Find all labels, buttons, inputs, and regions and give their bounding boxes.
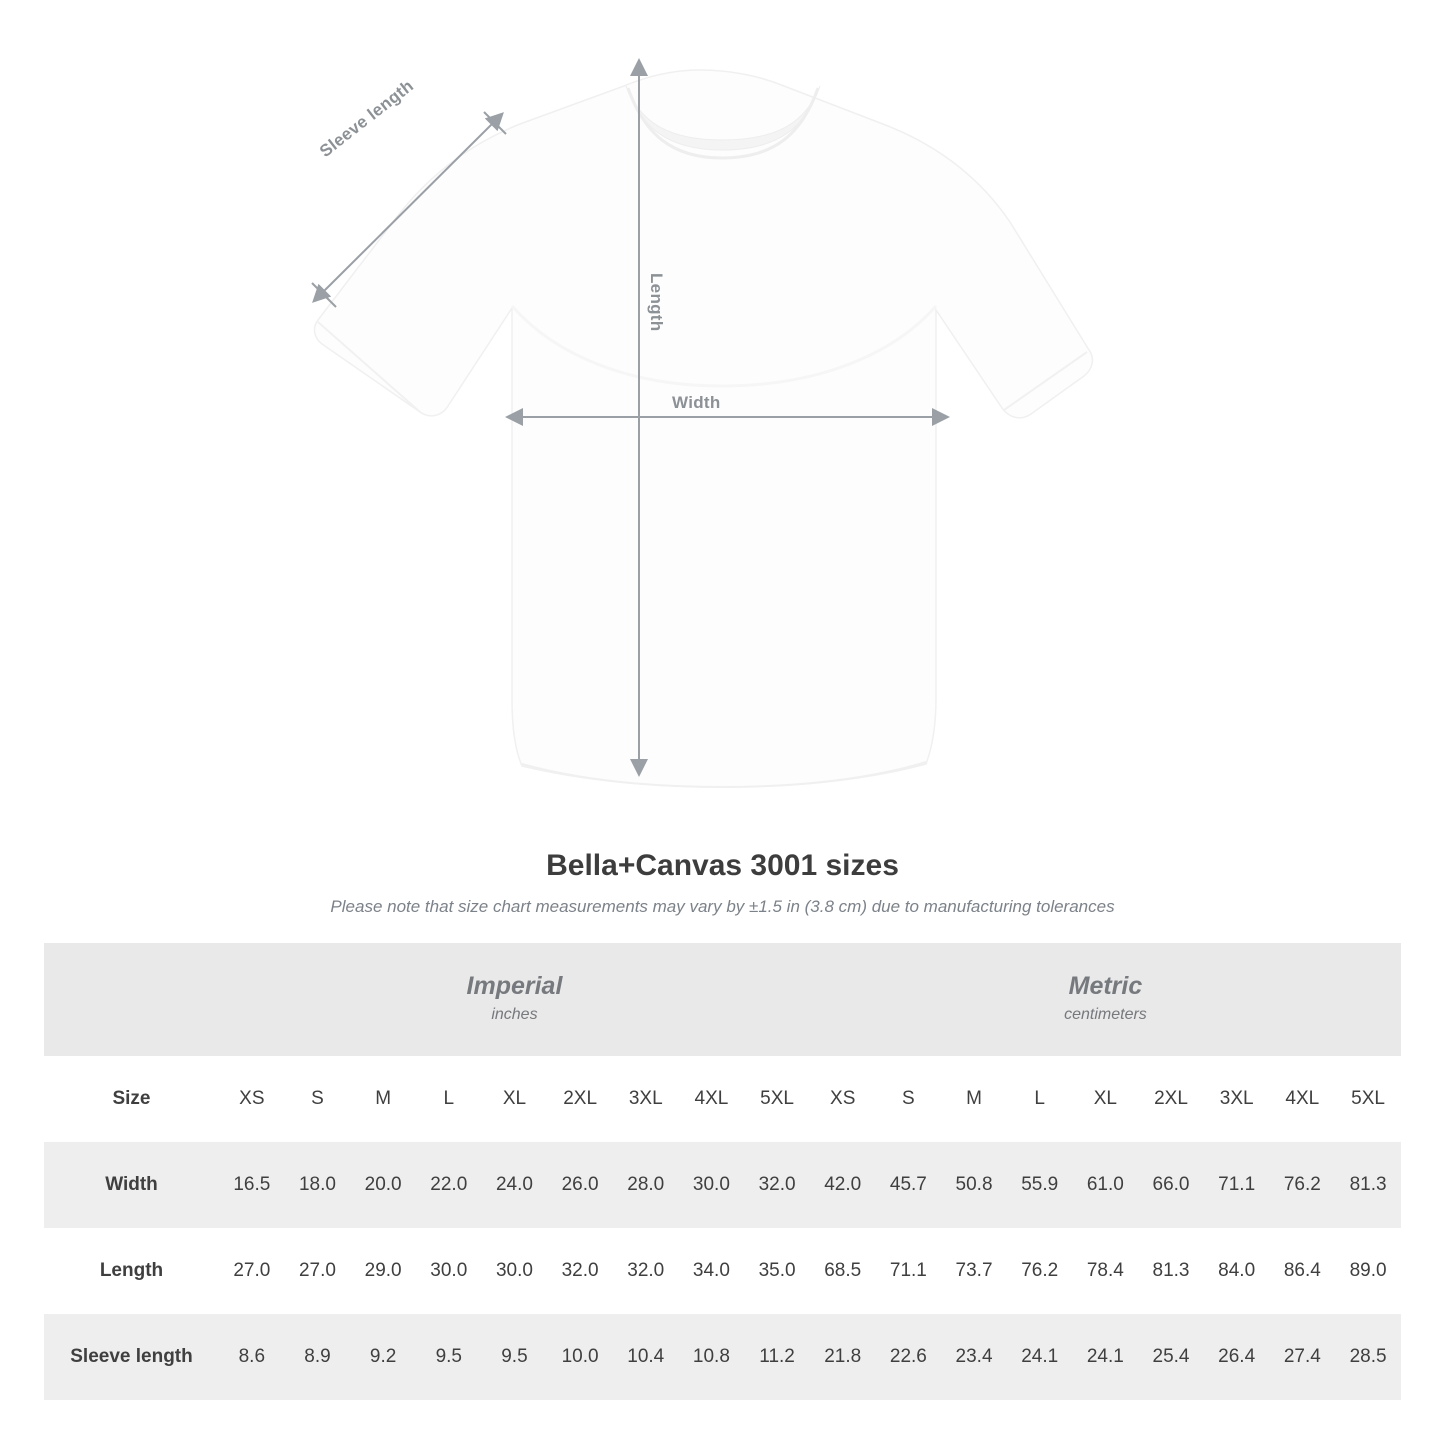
header-size-label: Size — [44, 1056, 219, 1142]
size-table-body — [44, 943, 1401, 1400]
table-cell: 26.0 — [547, 1142, 613, 1228]
column-header: 5XL — [744, 1056, 810, 1142]
column-header: XL — [1073, 1056, 1139, 1142]
length-label: Length — [647, 273, 666, 332]
unit-group-metric — [810, 943, 1401, 1056]
table-cell: 8.6 — [219, 1314, 285, 1400]
unit-group-imperial-sub: inches — [491, 1006, 538, 1024]
table-row — [44, 1314, 1401, 1400]
column-header: M — [350, 1056, 416, 1142]
table-cell: 86.4 — [1283, 1260, 1321, 1281]
table-cell: 30.0 — [679, 1142, 745, 1228]
column-header: 4XL — [1270, 1056, 1336, 1142]
tshirt-shape — [315, 70, 1093, 787]
table-cell: 10.8 — [679, 1314, 745, 1400]
column-header: XS — [219, 1056, 285, 1142]
table-row — [44, 1228, 1401, 1314]
table-cell: 9.2 — [350, 1314, 416, 1400]
table-cell: 42.0 — [810, 1142, 876, 1228]
column-header: 3XL — [613, 1056, 679, 1142]
column-header: XS — [810, 1056, 876, 1142]
column-header: L — [1007, 1056, 1073, 1142]
unit-group-imperial — [219, 943, 810, 1056]
table-cell: 45.7 — [876, 1142, 942, 1228]
table-cell: 10.4 — [613, 1314, 679, 1400]
table-row — [44, 1142, 1401, 1228]
table-cell: 32.0 — [744, 1142, 810, 1228]
table-cell: 18.0 — [285, 1142, 351, 1228]
chart-heading — [0, 849, 1445, 917]
table-cell: 84.0 — [1218, 1260, 1256, 1281]
table-cell: 30.0 — [495, 1260, 533, 1281]
size-table — [44, 943, 1401, 1400]
table-cell: 35.0 — [758, 1260, 796, 1281]
column-header: 3XL — [1204, 1056, 1270, 1142]
sleeve-length-label: Sleeve length — [316, 76, 418, 161]
table-cell: 21.8 — [810, 1314, 876, 1400]
table-cell: 9.5 — [416, 1314, 482, 1400]
table-cell: 55.9 — [1007, 1142, 1073, 1228]
unit-group-metric-name: Metric — [1068, 972, 1143, 1001]
row-label: Width — [44, 1142, 219, 1228]
table-cell: 34.0 — [692, 1260, 730, 1281]
size-table-wrapper — [44, 943, 1401, 1400]
table-cell: 8.9 — [285, 1314, 351, 1400]
column-header: XL — [482, 1056, 548, 1142]
table-cell: 28.0 — [613, 1142, 679, 1228]
table-cell: 27.0 — [233, 1260, 271, 1281]
table-cell: 68.5 — [824, 1260, 862, 1281]
table-cell: 27.0 — [298, 1260, 336, 1281]
table-cell: 76.2 — [1270, 1142, 1336, 1228]
column-header: L — [416, 1056, 482, 1142]
table-cell: 25.4 — [1138, 1314, 1204, 1400]
table-cell: 24.1 — [1007, 1314, 1073, 1400]
table-cell: 50.8 — [941, 1142, 1007, 1228]
column-header: S — [876, 1056, 942, 1142]
table-cell: 27.4 — [1270, 1314, 1336, 1400]
page-title: Bella+Canvas 3001 sizes — [546, 849, 899, 882]
column-header: S — [285, 1056, 351, 1142]
unit-group-imperial-name: Imperial — [466, 972, 563, 1001]
table-cell: 22.6 — [876, 1314, 942, 1400]
table-cell: 9.5 — [482, 1314, 548, 1400]
table-cell: 11.2 — [744, 1314, 810, 1400]
tolerance-note: Please note that size chart measurements may vary by ±1.5 in (3.8 cm) due to manufacturing tolerances — [330, 897, 1115, 916]
row-label: Sleeve length — [44, 1314, 219, 1400]
table-cell: 23.4 — [941, 1314, 1007, 1400]
size-header-row — [44, 1056, 1401, 1142]
row-label: Length — [99, 1260, 164, 1281]
unit-spacer-cell — [44, 943, 219, 1056]
table-cell: 30.0 — [430, 1260, 468, 1281]
column-header: 2XL — [547, 1056, 613, 1142]
table-cell: 22.0 — [416, 1142, 482, 1228]
table-cell: 32.0 — [561, 1260, 599, 1281]
table-cell: 26.4 — [1204, 1314, 1270, 1400]
table-cell: 20.0 — [350, 1142, 416, 1228]
table-cell: 71.1 — [1204, 1142, 1270, 1228]
table-cell: 76.2 — [1021, 1260, 1059, 1281]
column-header: 5XL — [1335, 1056, 1401, 1142]
table-cell: 28.5 — [1335, 1314, 1401, 1400]
table-cell: 89.0 — [1349, 1260, 1387, 1281]
table-cell: 29.0 — [364, 1260, 402, 1281]
table-cell: 16.5 — [219, 1142, 285, 1228]
table-cell: 24.0 — [482, 1142, 548, 1228]
table-cell: 71.1 — [889, 1260, 927, 1281]
column-header: M — [941, 1056, 1007, 1142]
table-cell: 24.1 — [1073, 1314, 1139, 1400]
table-cell: 10.0 — [547, 1314, 613, 1400]
column-header: 2XL — [1138, 1056, 1204, 1142]
table-cell: 73.7 — [955, 1260, 993, 1281]
table-cell: 32.0 — [627, 1260, 665, 1281]
width-label: Width — [672, 393, 721, 412]
table-cell: 81.3 — [1152, 1260, 1190, 1281]
table-cell: 81.3 — [1335, 1142, 1401, 1228]
unit-group-metric-sub: centimeters — [1064, 1006, 1147, 1024]
table-cell: 61.0 — [1073, 1142, 1139, 1228]
table-cell: 78.4 — [1086, 1260, 1124, 1281]
table-cell: 66.0 — [1138, 1142, 1204, 1228]
column-header: 4XL — [679, 1056, 745, 1142]
unit-header-row — [44, 943, 1401, 1056]
